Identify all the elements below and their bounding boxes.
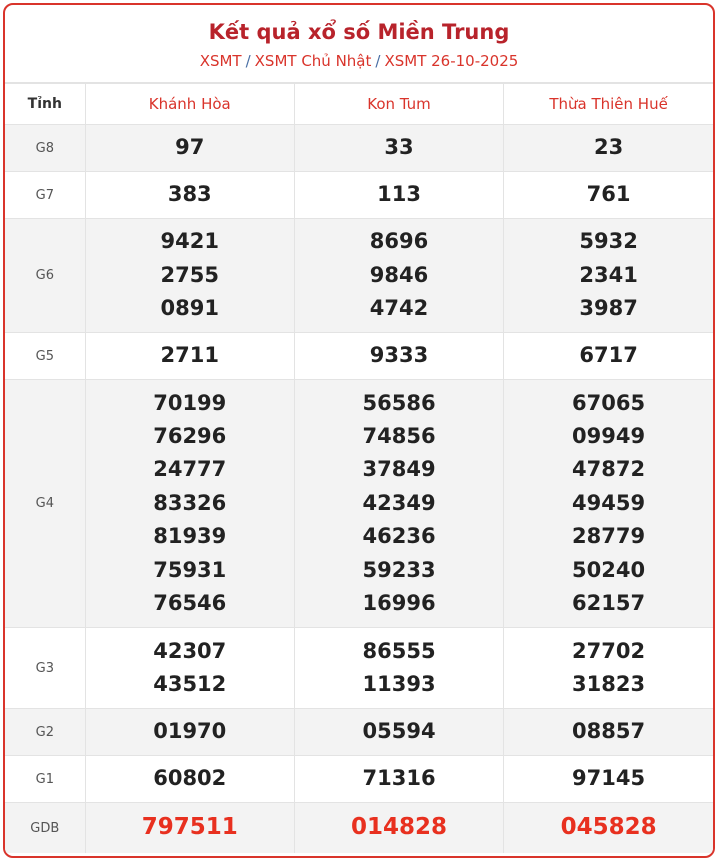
prize-cell [85, 803, 294, 854]
results-header [5, 5, 713, 83]
prize-number: 60802 [153, 766, 227, 791]
column-header-province: Tỉnh [5, 84, 85, 125]
prize-row-g1 [5, 756, 713, 803]
prize-label: G7 [5, 172, 85, 219]
prize-cell [504, 219, 713, 333]
prize-label: G6 [5, 219, 85, 333]
prize-number: 56586 [362, 390, 436, 415]
prize-cell [294, 172, 503, 219]
prize-number: 43512 [153, 672, 227, 696]
prize-number: 9846 [369, 262, 429, 287]
prize-cell [504, 756, 713, 803]
prize-number: 8696 [369, 229, 429, 254]
prize-cell [294, 125, 503, 172]
prize-number: 4742 [369, 296, 429, 321]
prize-row-gdb [5, 803, 713, 854]
prize-cell [294, 803, 503, 854]
prize-cell [294, 756, 503, 803]
prize-cell [294, 219, 503, 333]
prize-number: 05594 [362, 719, 436, 744]
prize-number: 2755 [160, 262, 219, 287]
prize-number: 27702 [572, 638, 646, 663]
prize-label: G3 [5, 628, 85, 709]
prize-row-g5 [5, 333, 713, 380]
prize-cell [504, 709, 713, 756]
prize-number: 62157 [572, 591, 646, 616]
prize-cell [504, 380, 713, 628]
prize-number: 9421 [160, 229, 219, 254]
results-body [5, 125, 713, 854]
prize-cell [85, 628, 294, 709]
prize-number: 70199 [153, 390, 227, 415]
prize-number: 383 [167, 182, 212, 207]
prize-number: 23 [593, 135, 624, 160]
breadcrumb-separator: / [245, 52, 251, 70]
column-header-kon-tum[interactable]: Kon Tum [294, 84, 503, 125]
prize-cell [504, 333, 713, 380]
prize-number: 0891 [160, 296, 219, 321]
special-prize-number: 797511 [141, 814, 238, 841]
prize-cell [85, 756, 294, 803]
column-header-khanh-hoa[interactable]: Khánh Hòa [85, 84, 294, 125]
prize-number: 97145 [572, 766, 646, 791]
breadcrumb-separator: / [375, 52, 381, 70]
prize-label: G2 [5, 709, 85, 756]
prize-number: 16996 [362, 591, 436, 616]
prize-label: G5 [5, 333, 85, 380]
prize-number: 33 [384, 135, 414, 160]
prize-number: 76546 [153, 591, 227, 616]
prize-row-g8 [5, 125, 713, 172]
prize-number: 113 [377, 182, 421, 207]
prize-number: 97 [175, 135, 205, 160]
prize-number: 2341 [579, 262, 638, 287]
prize-number: 59233 [362, 557, 436, 582]
prize-number: 83326 [153, 490, 227, 515]
prize-number: 86555 [362, 638, 436, 663]
prize-number: 9333 [369, 343, 429, 368]
prize-number: 2711 [160, 343, 219, 368]
prize-cell [294, 628, 503, 709]
prize-row-g6 [5, 219, 713, 333]
prize-number: 75931 [153, 557, 227, 582]
prize-number: 3987 [579, 296, 638, 321]
prize-number: 761 [586, 182, 631, 207]
prize-number: 50240 [572, 557, 646, 582]
prize-number: 09949 [572, 423, 646, 448]
prize-cell [504, 172, 713, 219]
prize-number: 76296 [153, 423, 227, 448]
prize-cell [85, 333, 294, 380]
prize-number: 67065 [572, 390, 646, 415]
prize-row-g2 [5, 709, 713, 756]
prize-number: 6717 [579, 343, 638, 368]
prize-number: 01970 [153, 719, 227, 744]
prize-label: G4 [5, 380, 85, 628]
prize-label: G1 [5, 756, 85, 803]
prize-row-g4 [5, 380, 713, 628]
prize-label: GDB [5, 803, 85, 854]
prize-row-g3 [5, 628, 713, 709]
prize-cell [294, 333, 503, 380]
prize-cell [85, 709, 294, 756]
prize-cell [504, 803, 713, 854]
prize-number: 24777 [153, 457, 227, 482]
special-prize-number: 014828 [351, 814, 448, 841]
special-prize-number: 045828 [560, 814, 657, 841]
prize-cell [85, 380, 294, 628]
prize-number: 49459 [572, 490, 646, 515]
prize-cell [294, 709, 503, 756]
table-header-row [5, 84, 713, 125]
prize-number: 46236 [362, 524, 436, 549]
prize-number: 42307 [153, 638, 227, 663]
prize-label: G8 [5, 125, 85, 172]
prize-cell [85, 219, 294, 333]
prize-cell [504, 628, 713, 709]
prize-cell [85, 125, 294, 172]
prize-row-g7 [5, 172, 713, 219]
prize-number: 31823 [572, 672, 646, 696]
prize-number: 74856 [362, 423, 436, 448]
prize-number: 47872 [572, 457, 646, 482]
prize-cell [294, 380, 503, 628]
prize-number: 28779 [572, 524, 646, 549]
prize-cell [85, 172, 294, 219]
prize-number: 11393 [362, 672, 436, 696]
breadcrumb-xsmt-chu-nhat[interactable]: XSMT Chủ Nhật [254, 52, 372, 70]
prize-cell [504, 125, 713, 172]
results-table [5, 83, 713, 853]
prize-number: 37849 [362, 457, 436, 482]
column-header-thua-thien-hue[interactable]: Thừa Thiên Huế [504, 84, 713, 125]
prize-number: 08857 [572, 719, 646, 744]
page-title: Kết quả xổ số Miền Trung [208, 20, 510, 44]
breadcrumb-xsmt[interactable]: XSMT [199, 52, 242, 70]
prize-number: 81939 [153, 524, 227, 549]
prize-number: 5932 [579, 229, 638, 254]
breadcrumb [5, 51, 713, 71]
breadcrumb-xsmt-date[interactable]: XSMT 26-10-2025 [384, 52, 519, 70]
prize-number: 71316 [362, 766, 436, 791]
results-card [3, 3, 715, 858]
prize-number: 42349 [362, 490, 436, 515]
